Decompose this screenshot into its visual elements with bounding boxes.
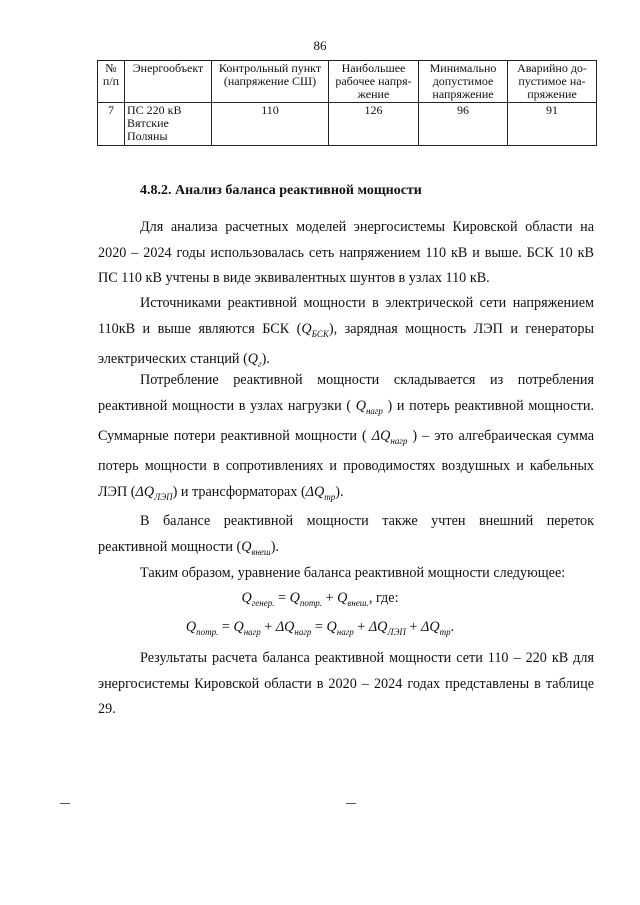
table-cell: 7: [98, 103, 125, 146]
voltage-table: [97, 60, 597, 146]
table-header: Контрольный пункт (напряжение СШ): [212, 61, 329, 103]
section-title: 4.8.2. Анализ баланса реактивной мощности: [140, 183, 422, 198]
paragraph-1: Для анализа расчетных моделей энергосистемы Кировской области на 2020 – 2024 годы использовалась сеть напряжением 110 кВ и выше. БСК 10 кВ ПС 110 кВ учтены в виде эквивалентных шунтов в узлах 110 кВ.: [98, 219, 594, 286]
scan-mark: [346, 803, 356, 804]
equation-1: $Q_{генер.} = Q_{потр.} + Q_{внеш.}$, где:: [241, 590, 399, 608]
table-header: Наибольшее рабочее напря-жение: [329, 61, 419, 103]
table-cell: 91: [508, 103, 597, 146]
paragraph-5: Таким образом, уравнение баланса реактивной мощности следующее:: [140, 565, 566, 581]
equation-2: $Q_{потр.} = Q_{нагр} + \Delta Q_{нагр} = Q_{нагр} + \Delta Q_{ЛЭП} + \Delta Q_{тр}$.: [185, 619, 455, 637]
table-header-row: [98, 61, 597, 103]
paragraph-2: Источниками реактивной мощности в электрической сети напряжением 110кВ и выше являются БСК $(Q_{БСК})$, зарядная мощность ЛЭП и генераторы электрических станций $(Q_г)$.: [98, 295, 594, 369]
table-cell: 126: [329, 103, 419, 146]
page-number: 86: [313, 38, 327, 53]
paragraph-3: Потребление реактивной мощности складывается из потребления реактивной мощности в узлах нагрузки ( $Q_{нагр}$ ) и потерь реактивной мощности. Суммарные потери реактивной мощности ( $\Delta Q_{нагр}$ ) – это алгебраическая сумма потерь мощности в сопротивлениях и проводимостях воздушных и кабельных ЛЭП $(\Delta Q_{ЛЭП})$ и трансформаторах $(\Delta Q_{тр})$.: [98, 372, 594, 502]
scan-mark: [60, 803, 70, 804]
table-cell: 96: [419, 103, 508, 146]
table-cell: 110: [212, 103, 329, 146]
table-row: [98, 103, 597, 146]
table-header: Аварийно до-пустимое на-пряжение: [508, 61, 597, 103]
table-cell: ПС 220 кВ Вятские Поляны: [125, 103, 212, 146]
table-header: Энергообъект: [125, 61, 212, 103]
paragraph-4: В балансе реактивной мощности также учтен внешний переток реактивной мощности $(Q_{внеш})$.: [98, 513, 594, 557]
table-header: № п/п: [98, 61, 125, 103]
table-header: Минимально допустимое напряжение: [419, 61, 508, 103]
paragraph-6: Результаты расчета баланса реактивной мощности сети 110 – 220 кВ для энергосистемы Кировской области в 2020 – 2024 годах представлены в таблице 29.: [98, 650, 594, 717]
